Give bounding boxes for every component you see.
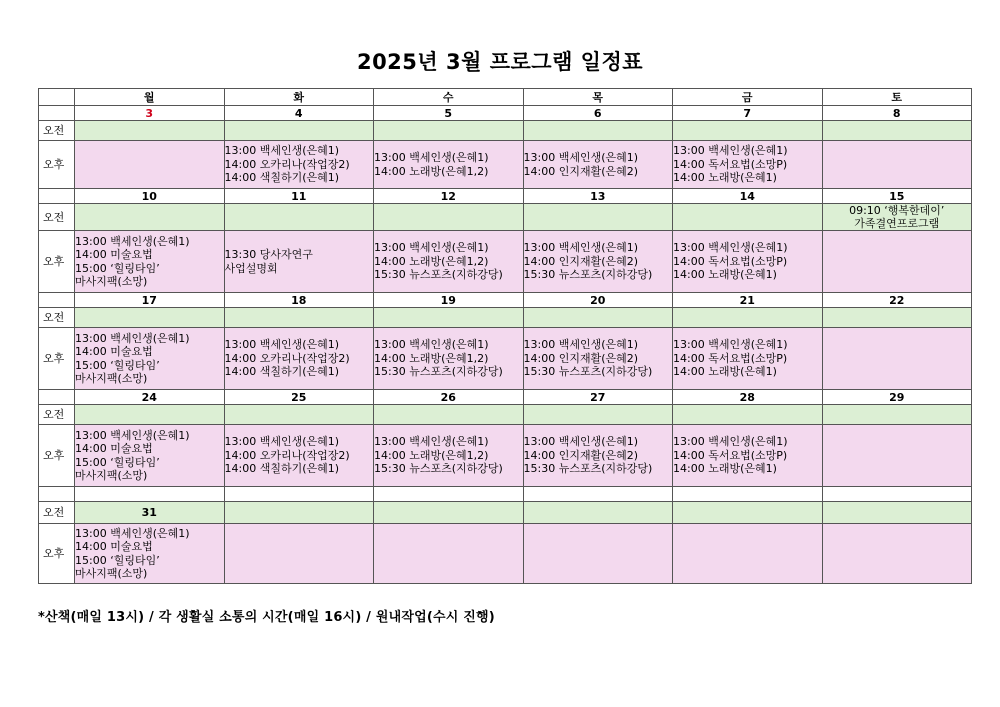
pm-cell	[374, 328, 524, 390]
event-line: 13:30 당사자연구	[224, 248, 313, 261]
event-line: 13:00 백세인생(은혜1)	[673, 338, 788, 352]
date-cell: 15	[822, 189, 972, 204]
empty-cell	[39, 487, 75, 502]
date-cell: 24	[75, 390, 225, 405]
date-cell: 27	[523, 390, 673, 405]
am-cell	[523, 308, 673, 328]
date-cell: 28	[673, 390, 823, 405]
event-line: 13:00 백세인생(은혜1)	[75, 428, 190, 442]
am-cell	[224, 121, 374, 141]
event-line: 13:00 백세인생(은혜1)	[224, 338, 340, 352]
event-line: 13:00 백세인생(은혜1)	[224, 435, 340, 449]
am-cell	[224, 204, 374, 231]
pm-cell	[673, 524, 823, 584]
date-cell: 31	[75, 502, 225, 524]
pm-cell	[75, 328, 225, 390]
event-line: 마사지팩(소망)	[75, 469, 148, 482]
am-row	[39, 502, 972, 524]
date-row-spacer	[39, 390, 75, 405]
am-cell	[75, 405, 225, 425]
event-line: 14:00 미술요법	[75, 345, 153, 358]
event-line: 13:00 백세인생(은혜1)	[673, 144, 788, 158]
event-line: 13:00 백세인생(은혜1)	[523, 435, 639, 449]
am-label: 오전	[39, 405, 75, 425]
event-line: 마사지팩(소망)	[75, 567, 148, 580]
pm-cell	[374, 425, 524, 487]
weekday-header: 수	[374, 89, 524, 106]
weekday-header: 화	[224, 89, 374, 106]
pm-cell	[673, 328, 823, 390]
pm-cell	[224, 231, 374, 293]
pm-row	[39, 231, 972, 293]
event-line: 14:00 노래방(은혜1,2)	[374, 448, 489, 462]
pm-cell	[822, 524, 972, 584]
pm-row	[39, 141, 972, 189]
pm-cell	[224, 524, 374, 584]
am-cell	[523, 405, 673, 425]
pm-label: 오후	[39, 425, 75, 487]
date-cell: 8	[822, 106, 972, 121]
am-cell	[224, 405, 374, 425]
am-cell	[75, 308, 225, 328]
event-line: 13:00 백세인생(은혜1)	[374, 338, 489, 352]
event-line: 14:00 노래방(은혜1)	[673, 268, 777, 282]
event-line: 15:00 ‘힐링타임’	[75, 358, 160, 372]
pm-row	[39, 425, 972, 487]
am-cell	[673, 308, 823, 328]
date-cell: 4	[224, 106, 374, 121]
date-row-spacer	[39, 189, 75, 204]
weekday-header: 금	[673, 89, 823, 106]
event-line: 15:30 뉴스포츠(지하강당)	[374, 268, 503, 282]
pm-cell	[523, 328, 673, 390]
am-cell	[374, 308, 524, 328]
am-row	[39, 121, 972, 141]
date-cell: 29	[822, 390, 972, 405]
am-cell	[673, 405, 823, 425]
weekday-header: 토	[822, 89, 972, 106]
event-line: 14:00 색칠하기(은혜1)	[224, 462, 340, 476]
empty-cell	[75, 487, 225, 502]
pm-cell	[673, 141, 823, 189]
event-line: 14:00 미술요법	[75, 248, 153, 261]
am-row	[39, 204, 972, 231]
pm-cell	[224, 425, 374, 487]
event-line: 14:00 노래방(은혜1)	[673, 365, 777, 379]
am-cell	[822, 308, 972, 328]
event-line: 13:00 백세인생(은혜1)	[224, 144, 340, 158]
pm-label: 오후	[39, 231, 75, 293]
weekday-header: 월	[75, 89, 225, 106]
am-cell	[374, 121, 524, 141]
pm-cell	[75, 524, 225, 584]
date-cell: 3	[75, 106, 225, 121]
am-cell	[523, 204, 673, 231]
am-cell	[673, 204, 823, 231]
event-line: 15:00 ‘힐링타임’	[75, 261, 160, 275]
am-label: 오전	[39, 308, 75, 328]
event-line: 15:30 뉴스포츠(지하강당)	[523, 268, 653, 282]
pm-label: 오후	[39, 328, 75, 390]
empty-cell	[673, 487, 823, 502]
date-cell: 7	[673, 106, 823, 121]
am-cell	[822, 405, 972, 425]
event-line: 마사지팩(소망)	[75, 372, 148, 385]
pm-label: 오후	[39, 524, 75, 584]
corner-cell	[39, 89, 75, 106]
pm-cell	[224, 328, 374, 390]
schedule-table	[38, 88, 972, 584]
am-cell	[374, 405, 524, 425]
event-line: 14:00 노래방(은혜1)	[673, 462, 777, 476]
event-line: 13:00 백세인생(은혜1)	[673, 241, 788, 255]
pm-row	[39, 524, 972, 584]
event-line: 15:30 뉴스포츠(지하강당)	[523, 365, 653, 379]
event-line: 13:00 백세인생(은혜1)	[523, 338, 639, 352]
empty-cell	[374, 487, 524, 502]
am-cell	[822, 502, 972, 524]
am-cell	[374, 502, 524, 524]
am-cell	[224, 308, 374, 328]
event-line: 14:00 오카리나(작업장2)	[224, 448, 350, 462]
am-cell	[822, 204, 972, 231]
event-line: 14:00 미술요법	[75, 442, 153, 455]
empty-cell	[523, 487, 673, 502]
date-cell: 21	[673, 293, 823, 308]
date-row-spacer	[39, 106, 75, 121]
am-label: 오전	[39, 502, 75, 524]
event-line: 13:00 백세인생(은혜1)	[523, 241, 639, 255]
date-cell: 18	[224, 293, 374, 308]
am-cell	[523, 502, 673, 524]
event-line: 14:00 독서요법(소망P)	[673, 254, 788, 268]
pm-cell	[374, 231, 524, 293]
event-line: 13:00 백세인생(은혜1)	[75, 526, 190, 540]
pm-cell	[822, 425, 972, 487]
weekday-header-row	[39, 89, 972, 106]
pm-cell	[374, 524, 524, 584]
pm-cell	[75, 231, 225, 293]
pm-cell	[673, 425, 823, 487]
pm-cell	[523, 231, 673, 293]
date-row-spacer	[39, 293, 75, 308]
pm-cell	[374, 141, 524, 189]
event-line: 14:00 독서요법(소망P)	[673, 448, 788, 462]
event-line: 사업설명회	[224, 261, 278, 275]
am-cell	[374, 204, 524, 231]
footnote: *산책(매일 13시) / 각 생활실 소통의 시간(매일 16시) / 원내작업(수시 진행)	[38, 610, 495, 625]
empty-date-row	[39, 487, 972, 502]
weekday-header: 목	[523, 89, 673, 106]
date-row	[39, 293, 972, 308]
event-line: 14:00 독서요법(소망P)	[673, 351, 788, 365]
event-line: 14:00 오카리나(작업장2)	[224, 157, 350, 171]
event-line: 14:00 노래방(은혜1,2)	[374, 351, 489, 365]
event-line: 14:00 노래방(은혜1,2)	[374, 164, 489, 178]
event-line: 14:00 색칠하기(은혜1)	[224, 171, 340, 185]
pm-cell	[75, 425, 225, 487]
am-label: 오전	[39, 121, 75, 141]
date-cell: 26	[374, 390, 524, 405]
event-line: 13:00 백세인생(은혜1)	[673, 435, 788, 449]
event-line: 15:30 뉴스포츠(지하강당)	[374, 462, 503, 476]
event-line: 13:00 백세인생(은혜1)	[374, 151, 489, 164]
am-event-line: 09:10 ‘행복한데이’	[849, 204, 945, 217]
pm-row	[39, 328, 972, 390]
empty-cell	[822, 487, 972, 502]
pm-cell	[523, 524, 673, 584]
event-line: 13:00 백세인생(은혜1)	[523, 151, 639, 164]
event-line: 14:00 독서요법(소망P)	[673, 157, 788, 171]
am-row	[39, 308, 972, 328]
page-title: 2025년 3월 프로그램 일정표	[356, 50, 644, 74]
event-line: 13:00 백세인생(은혜1)	[75, 331, 190, 345]
am-cell	[673, 121, 823, 141]
event-line: 15:00 ‘힐링타임’	[75, 455, 160, 469]
event-line: 15:30 뉴스포츠(지하강당)	[374, 365, 503, 379]
event-line: 14:00 색칠하기(은혜1)	[224, 365, 340, 379]
pm-cell	[523, 425, 673, 487]
date-cell: 10	[75, 189, 225, 204]
event-line: 14:00 노래방(은혜1)	[673, 171, 777, 185]
am-cell	[673, 502, 823, 524]
pm-cell	[822, 141, 972, 189]
date-row	[39, 189, 972, 204]
am-event-line: 가족결연프로그램	[854, 217, 940, 230]
event-line: 14:00 인지재활(은혜2)	[523, 254, 639, 268]
date-cell: 17	[75, 293, 225, 308]
pm-cell	[224, 141, 374, 189]
pm-cell	[523, 141, 673, 189]
event-line: 14:00 인지재활(은혜2)	[523, 351, 639, 365]
date-cell: 14	[673, 189, 823, 204]
pm-label: 오후	[39, 141, 75, 189]
date-cell: 22	[822, 293, 972, 308]
am-cell	[75, 121, 225, 141]
am-cell	[822, 121, 972, 141]
date-cell: 20	[523, 293, 673, 308]
event-line: 14:00 인지재활(은혜2)	[523, 164, 639, 178]
pm-cell	[822, 231, 972, 293]
event-line: 13:00 백세인생(은혜1)	[75, 234, 190, 248]
am-label: 오전	[39, 204, 75, 231]
pm-cell	[673, 231, 823, 293]
event-line: 14:00 미술요법	[75, 540, 153, 553]
date-cell: 12	[374, 189, 524, 204]
event-line: 14:00 인지재활(은혜2)	[523, 448, 639, 462]
event-line: 마사지팩(소망)	[75, 275, 148, 288]
event-line: 15:30 뉴스포츠(지하강당)	[523, 462, 653, 476]
date-cell: 25	[224, 390, 374, 405]
date-cell: 5	[374, 106, 524, 121]
date-cell: 19	[374, 293, 524, 308]
date-cell: 13	[523, 189, 673, 204]
am-cell	[224, 502, 374, 524]
empty-cell	[224, 487, 374, 502]
pm-cell	[822, 328, 972, 390]
event-line: 13:00 백세인생(은혜1)	[374, 435, 489, 449]
event-line: 14:00 오카리나(작업장2)	[224, 351, 350, 365]
am-cell	[523, 121, 673, 141]
pm-cell	[75, 141, 225, 189]
event-line: 15:00 ‘힐링타임’	[75, 553, 160, 567]
date-row	[39, 106, 972, 121]
date-cell: 6	[523, 106, 673, 121]
event-line: 14:00 노래방(은혜1,2)	[374, 254, 489, 268]
am-row	[39, 405, 972, 425]
event-line: 13:00 백세인생(은혜1)	[374, 241, 489, 255]
date-row	[39, 390, 972, 405]
am-cell	[75, 204, 225, 231]
date-cell: 11	[224, 189, 374, 204]
